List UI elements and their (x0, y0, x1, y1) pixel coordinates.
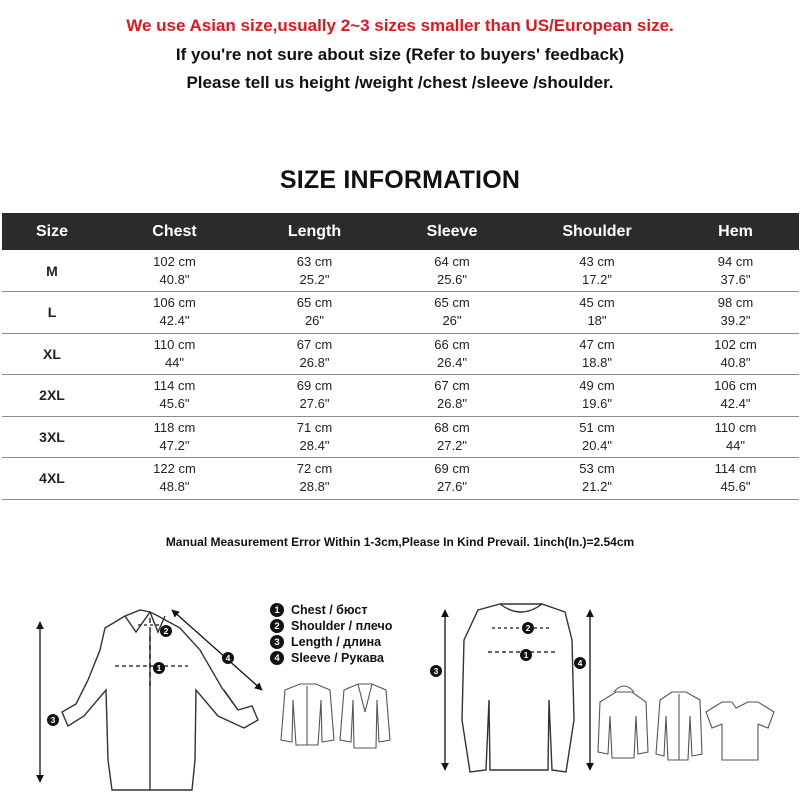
legend-number-icon: 1 (270, 603, 284, 617)
legend-item-chest (270, 602, 392, 618)
value-inch: 26" (442, 313, 462, 329)
shirt-marker-4: 4 (225, 653, 231, 663)
size-cell: 4XL (2, 458, 102, 500)
value-cm: 122 cm (153, 461, 196, 477)
sweater-marker-3: 3 (433, 666, 439, 676)
notice-tell-measurements: Please tell us height /weight /chest /sleeve /shoulder. (186, 73, 614, 92)
jacket-thumbnails (281, 684, 390, 748)
sweater-marker-4: 4 (577, 658, 583, 668)
value-cm: 118 cm (153, 419, 196, 435)
value-inch: 27.2" (437, 437, 467, 453)
sweater-marker-2: 2 (525, 623, 531, 633)
value-inch: 17.2" (582, 271, 612, 287)
value-inch: 25.6" (437, 271, 467, 287)
value-inch: 25.2" (299, 271, 330, 287)
legend-label: Sleeve / Рукава (291, 651, 385, 665)
value-inch: 47.2" (159, 437, 190, 453)
value-cm: 114 cm (714, 461, 757, 477)
value-cm: 66 cm (434, 336, 470, 352)
measurement-error-note: Manual Measurement Error Within 1-3cm,Please In Kind Prevail. 1inch(In.)=2.54cm (165, 535, 635, 549)
value-inch: 27.6" (299, 396, 330, 412)
notice-size-feedback: If you're not sure about size (Refer to buyers' feedback) (175, 45, 625, 64)
value-cm: 72 cm (296, 461, 333, 477)
value-cm: 64 cm (434, 253, 470, 269)
value-inch: 44" (164, 354, 185, 370)
header-hem: Hem (672, 213, 799, 250)
value-cm: 102 cm (153, 253, 196, 269)
value-inch: 45.6" (720, 479, 751, 495)
sweater-marker-1: 1 (523, 650, 529, 660)
size-cell: L (2, 292, 102, 334)
legend-number-icon: 2 (270, 619, 284, 633)
value-inch: 26" (304, 313, 325, 329)
sweater-diagram (462, 604, 574, 772)
value-cm: 68 cm (434, 419, 470, 435)
value-inch: 26.8" (437, 396, 467, 412)
value-cm: 106 cm (714, 378, 757, 394)
value-inch: 37.6" (720, 271, 751, 287)
value-inch: 40.8" (159, 271, 190, 287)
notice-asian-size: We use Asian size,usually 2~3 sizes smaller than US/European size. (126, 16, 674, 35)
value-cm: 71 cm (296, 419, 333, 435)
value-cm: 114 cm (153, 378, 196, 394)
value-cm: 110 cm (153, 336, 196, 352)
legend-label: Shoulder / плечо (291, 619, 393, 633)
garment-thumbnails (598, 686, 774, 760)
legend-label: Length / длина (291, 635, 382, 649)
value-inch: 26.4" (437, 354, 467, 370)
size-cell: 2XL (2, 375, 102, 417)
value-inch: 21.2" (582, 479, 612, 495)
shirt-marker-2: 2 (163, 626, 169, 636)
value-cm: 63 cm (296, 253, 333, 269)
value-inch: 44" (725, 437, 746, 453)
header-shoulder: Shoulder (522, 213, 672, 250)
value-inch: 19.6" (582, 396, 612, 412)
legend-number-icon: 3 (270, 635, 284, 649)
shirt-diagram (62, 610, 258, 790)
value-inch: 48.8" (159, 479, 190, 495)
measurement-legend (270, 602, 392, 666)
value-inch: 45.6" (159, 396, 190, 412)
value-cm: 67 cm (296, 336, 333, 352)
size-information-title: SIZE INFORMATION (279, 166, 521, 194)
value-cm: 94 cm (717, 253, 754, 269)
value-cm: 53 cm (579, 461, 615, 477)
size-cell: M (2, 250, 102, 292)
value-inch: 28.4" (299, 437, 330, 453)
value-inch: 18" (587, 313, 607, 329)
size-cell: 3XL (2, 416, 102, 458)
legend-item-length (270, 634, 392, 650)
value-inch: 40.8" (720, 354, 751, 370)
header-sleeve: Sleeve (382, 213, 522, 250)
value-cm: 110 cm (714, 419, 757, 435)
value-inch: 28.8" (299, 479, 330, 495)
value-cm: 45 cm (579, 295, 615, 311)
value-inch: 18.8" (582, 354, 612, 370)
value-inch: 42.4" (720, 396, 751, 412)
legend-number-icon: 4 (270, 651, 284, 665)
header-chest: Chest (102, 213, 247, 250)
legend-label: Chest / бюст (291, 603, 368, 617)
value-inch: 26.8" (299, 354, 330, 370)
shirt-marker-1: 1 (156, 663, 162, 673)
value-inch: 39.2" (720, 313, 751, 329)
shirt-marker-3: 3 (50, 715, 56, 725)
value-cm: 47 cm (579, 336, 615, 352)
value-cm: 106 cm (153, 295, 196, 311)
value-cm: 51 cm (579, 419, 615, 435)
value-cm: 49 cm (579, 378, 615, 394)
value-cm: 98 cm (717, 295, 754, 311)
legend-item-sleeve (270, 650, 392, 666)
header-size: Size (2, 213, 102, 250)
value-cm: 69 cm (296, 378, 333, 394)
size-cell: XL (2, 333, 102, 375)
value-cm: 65 cm (296, 295, 333, 311)
value-inch: 42.4" (159, 313, 190, 329)
legend-item-shoulder (270, 618, 392, 634)
value-cm: 65 cm (434, 295, 470, 311)
value-inch: 20.4" (582, 437, 612, 453)
value-cm: 69 cm (434, 461, 470, 477)
value-cm: 67 cm (434, 378, 470, 394)
header-length: Length (247, 213, 382, 250)
value-inch: 27.6" (437, 479, 467, 495)
value-cm: 102 cm (714, 336, 757, 352)
value-cm: 43 cm (579, 253, 615, 269)
